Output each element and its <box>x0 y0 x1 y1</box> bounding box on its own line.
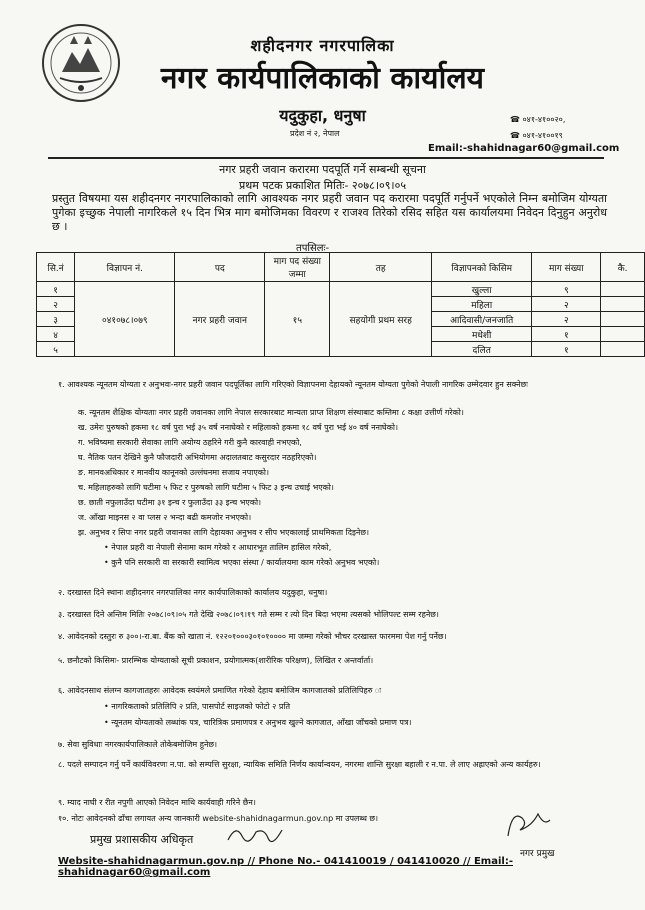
condition-10: १०. नोटः आवेदनको ढाँचा लगायत अन्य जानकारी website-shahidnagarmun.gov.np मा उपलब्ध छ। <box>58 814 379 823</box>
bullet-item: • नागरिकताको प्रतिलिपि २ प्रति, पासपोर्ट साइजको फोटो २ प्रति <box>104 702 291 711</box>
condition-2: २. दरखास्त दिने स्थानः शहीदनगर नगरपालिका नगर कार्यपालिकाको कार्यालय यदुकुहा, धनुषा। <box>58 588 328 597</box>
vacancy-table <box>36 252 645 357</box>
condition-8: ८. पदले सम्पादन गर्नु पर्ने कार्यविवरणः न.पा. को सम्पत्ति सुरक्षा, न्यायिक समिति निर्णय कार्यान्वयन, नगरमा शान्ति सुरक्षा बहाली र न.पा. ले लाए अह्राएको अन्य कार्यहरु। <box>58 760 541 769</box>
count-cell: १ <box>532 342 601 357</box>
bullet-item: • न्यूनतम योग्यताको लब्धांक पत्र, चारित्रिक प्रमाणपत्र र अनुभव खुल्ने कागजात, आँखा जाँचको प्रमाण पत्र। <box>104 718 412 727</box>
condition-6: ६. आवेदनसाथ संलग्न कागजातहरुः आवेदक स्वयंमले प्रमाणित गरेको देहाय बमोजिम कागजातको प्रतिलिपिहरु ः <box>58 686 381 695</box>
header-divider <box>48 157 604 159</box>
condition-9: ९. म्याद नाघी र रीत नपुगी आएको निवेदन माथि कार्यवाही गरिने छैन। <box>58 798 256 807</box>
footer-contact: Website-shahidnagarmun.gov.np // Phone No.- 041410019 / 041410020 // Email:-shahidnagar60@gmail.com <box>58 856 513 878</box>
condition-1: १. आवश्यक न्यूनतम योग्यता र अनुभवः-नगर प्रहरी जवान पदपूर्तिका लागि गरिएको विज्ञापनमा देहायको न्यूनतम योग्यता पुगेको नेपाली नागरिक उम्मेदवार हुन सक्नेछः <box>58 380 528 389</box>
count-cell: २ <box>532 312 601 327</box>
condition-3: ३. दरखास्त दिने अन्तिम मितिः २०७८।०९।०५ गते देखि २०७८।०९।१९ गते सम्म र त्यो दिन बिदा भएमा त्यसको भोलिपल्ट सम्म रहनेछ। <box>58 610 439 619</box>
notice-subject: नगर प्रहरी जवान करारमा पदपूर्ति गर्ने सम्बन्धी सूचना <box>219 163 426 176</box>
bullet-item: • कुनै पनि सरकारी वा सरकारी स्वामित्व भएका संस्था / कार्यालयमा काम गरेको अनुभव भएको। <box>104 558 380 567</box>
type-cell: दलित <box>432 342 532 357</box>
col-post: पद <box>175 253 265 282</box>
condition-1-b: ख. उमेरः पुरुषको हकमा १८ वर्ष पुरा भई ३५ वर्ष ननाघेको र महिलाको हकमा १८ वर्ष पुरा भई ४० वर्ष ननाघेको। <box>78 423 399 432</box>
office-address: यदुकुहा, धनुषा <box>279 106 366 125</box>
type-cell: आदिवासी/जनजाति <box>432 312 532 327</box>
signature-left-title: प्रमुख प्रशासकीय अधिकृत <box>90 833 194 846</box>
condition-1-h: ज. आँखा माइनस २ वा प्लस २ भन्दा बढी कमजोर नभएको। <box>78 513 252 522</box>
bullet-text: कुनै पनि सरकारी वा सरकारी स्वामित्व भएका संस्था / कार्यालयमा काम गरेको अनुभव भएको। <box>111 558 380 567</box>
col-remarks: कै. <box>601 253 645 282</box>
office-name: नगर कार्यपालिकाको कार्यालय <box>160 61 485 96</box>
type-cell: खुल्ला <box>432 282 532 297</box>
count-cell: २ <box>532 297 601 312</box>
col-type: विज्ञापनको किसिम <box>432 253 532 282</box>
col-level: तह <box>330 253 432 282</box>
condition-4: ४. आवेदनको दस्तुरः रु ३००।-रा.बा. बैंक को खाता नं. १२२०१०००३०१०१०००० मा जम्मा गरेको भौचर दरखास्त फारममा पेश गर्नु पर्नेछ। <box>58 632 447 641</box>
condition-1-i: झ. अनुभव र सिपः नगर प्रहरी जवानका लागि देहायका अनुभव र सीप भएकालाई प्राथमिकता दिइनेछ। <box>78 528 369 537</box>
condition-1-e: ङ. मानवअधिकार र मानवीय कानूनको उल्लंघनमा सजाय नपाएको। <box>78 468 270 477</box>
bullet-item: • नेपाल प्रहरी वा नेपाली सेनामा काम गरेको र आधारभूत तालिम हासिल गरेको, <box>104 543 332 552</box>
post-cell: नगर प्रहरी जवान <box>175 282 265 357</box>
condition-1-a: क. न्यूनतम शैक्षिक योग्यताः नगर प्रहरी जवानका लागि नेपाल सरकारबाट मान्यता प्राप्त शिक्षण संस्थाबाट कम्तिमा ८ कक्षा उत्तीर्ण गरेको। <box>78 408 464 417</box>
signature-right-icon <box>498 806 558 846</box>
count-cell: १ <box>532 327 601 342</box>
remarks-cell <box>601 342 645 357</box>
remarks-cell <box>601 297 645 312</box>
table-row <box>37 282 645 297</box>
bullet-text: नागरिकताको प्रतिलिपि २ प्रति, पासपोर्ट साइजको फोटो २ प्रति <box>111 702 291 711</box>
count-cell: ९ <box>532 282 601 297</box>
province-label: प्रदेश नं २, नेपाल <box>290 129 340 138</box>
remarks-cell <box>601 312 645 327</box>
col-adv-no: विज्ञापन नं. <box>75 253 175 282</box>
serial-cell: ३ <box>37 312 75 327</box>
signature-left-icon <box>224 822 284 846</box>
publish-date: प्रथम पटक प्रकाशित मितिः- २०७८।०९।०५ <box>238 179 407 192</box>
condition-1-g: छ. छाती नफुलाउँदा घटीमा ३१ इन्च र फुलाउँदा ३३ इन्च भएको। <box>78 498 262 507</box>
remarks-cell <box>601 327 645 342</box>
col-count: माग संख्या <box>532 253 601 282</box>
bullet-text: न्यूनतम योग्यताको लब्धांक पत्र, चारित्रिक प्रमाणपत्र र अनुभव खुल्ने कागजात, आँखा जाँचको प्रमाण पत्र। <box>111 718 412 727</box>
remarks-cell <box>601 282 645 297</box>
condition-1-d: घ. नैतिक पतन देखिने कुनै फौजदारी अभियोगमा अदालतबाट कसुरदार नठहरिएको। <box>78 453 317 462</box>
serial-cell: ४ <box>37 327 75 342</box>
type-cell: महिला <box>432 297 532 312</box>
phone-2: ☎ ०४१-४१००१९ <box>510 131 563 140</box>
total-cell: १५ <box>265 282 330 357</box>
serial-cell: ५ <box>37 342 75 357</box>
level-cell: सहयोगी प्रथम सरह <box>330 282 432 357</box>
condition-1-c: ग. भविष्यमा सरकारी सेवाका लागि अयोग्य ठहरिने गरी कुनै कारवाही नभएको, <box>78 438 302 447</box>
serial-cell: १ <box>37 282 75 297</box>
phone-1: ☎ ०४१-४१००२०, <box>510 115 566 124</box>
table-caption: तपसिलः- <box>296 243 330 254</box>
header-email: Email:-shahidnagar60@gmail.com <box>428 143 620 154</box>
col-total: माग पद संख्या जम्मा <box>265 253 330 282</box>
table-header-row <box>37 253 645 282</box>
bullet-text: नेपाल प्रहरी वा नेपाली सेनामा काम गरेको र आधारभूत तालिम हासिल गरेको, <box>111 543 332 552</box>
adv-no-cell: ०४१०७८।०७९ <box>75 282 175 357</box>
col-serial: सि.नं <box>37 253 75 282</box>
serial-cell: २ <box>37 297 75 312</box>
condition-5: ५. छनौटको किसिमः- प्रारम्भिक योग्यताको सूची प्रकाशन, प्रयोगात्मक(शारीरिक परिक्षण), लिखित र अन्तर्वार्ता। <box>58 656 374 665</box>
signature-right-title: नगर प्रमुख <box>520 849 555 859</box>
condition-7: ७. सेवा सुविधाः नगरकार्यपालिकाले तोकेबमोजिम हुनेछ। <box>58 740 218 749</box>
notice-intro: प्रस्तुत विषयमा यस शहीदनगर नगरपालिकाको लागि आवश्यक नगर प्रहरी जवान पद करारमा पदपूर्ति गर्नुपर्ने भएकोले निम्न बमोजिम योग्यता पुगेका इच्छुक नेपाली नागरिकले १५ दिन भित्र माग बमोजिमका विवरण र राजश्व तिरेको रसिद सहित यस कार्यालयमा निवेदन दिनुहुन अनुरोध छ । <box>52 192 607 233</box>
municipality-name: शहीदनगर नगरपालिका <box>250 36 395 55</box>
condition-1-f: च. महिलाहरुको लागि घटीमा ५ फिट र पुरुषको लागि घटीमा ५ फिट ३ इन्च उचाई भएको। <box>78 483 334 492</box>
type-cell: मधेशी <box>432 327 532 342</box>
